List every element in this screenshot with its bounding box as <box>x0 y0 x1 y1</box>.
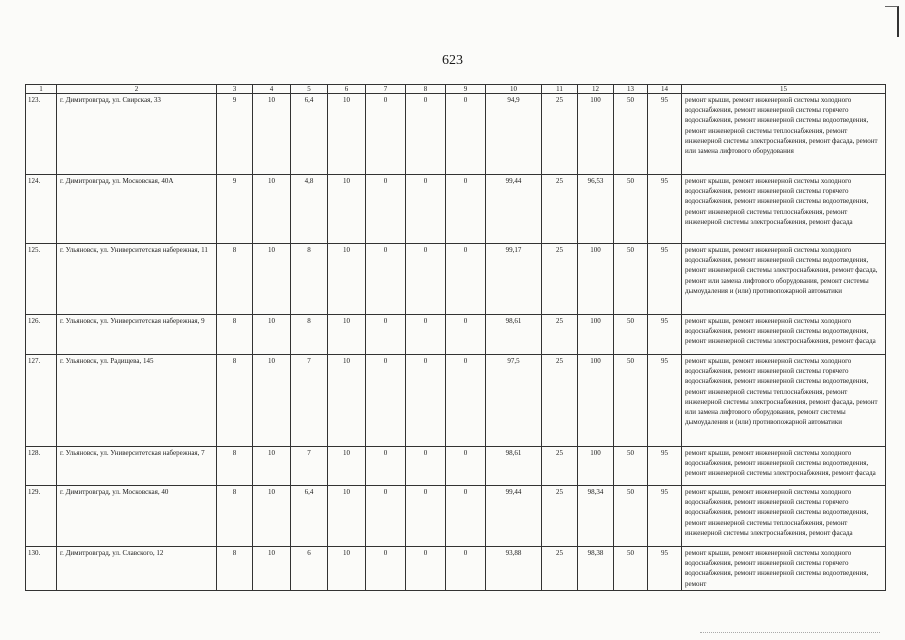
value-cell: 0 <box>446 486 486 547</box>
value-cell: 0 <box>406 94 446 175</box>
value-cell: 100 <box>578 244 614 315</box>
value-cell: 100 <box>578 315 614 355</box>
value-cell: 0 <box>366 547 406 591</box>
col-header-4: 4 <box>253 85 291 94</box>
value-cell: 0 <box>406 355 446 447</box>
value-cell: 10 <box>253 94 291 175</box>
value-cell: 10 <box>328 486 366 547</box>
value-cell: 8 <box>217 447 253 486</box>
value-cell: 0 <box>446 355 486 447</box>
value-cell: 8 <box>291 315 328 355</box>
value-cell: 0 <box>366 315 406 355</box>
table-row <box>26 486 886 547</box>
value-cell: 0 <box>446 175 486 244</box>
value-cell: 0 <box>406 486 446 547</box>
value-cell: 10 <box>328 315 366 355</box>
value-cell: 25 <box>542 355 578 447</box>
address-cell: г. Димитровград, ул. Славского, 12 <box>57 547 217 591</box>
page-number: 623 <box>442 53 463 68</box>
value-cell: 10 <box>328 355 366 447</box>
col-header-14: 14 <box>648 85 682 94</box>
value-cell: 8 <box>217 355 253 447</box>
value-cell: 10 <box>328 244 366 315</box>
address-cell: г. Ульяновск, ул. Университетская набережная, 7 <box>57 447 217 486</box>
value-cell: 10 <box>253 447 291 486</box>
value-cell: 99,44 <box>486 486 542 547</box>
value-cell: 8 <box>217 486 253 547</box>
col-header-9: 9 <box>446 85 486 94</box>
row-number: 130. <box>26 547 57 591</box>
address-cell: г. Ульяновск, ул. Радищева, 145 <box>57 355 217 447</box>
table-row <box>26 547 886 591</box>
value-cell: 50 <box>614 315 648 355</box>
value-cell: 94,9 <box>486 94 542 175</box>
col-header-8: 8 <box>406 85 446 94</box>
value-cell: 95 <box>648 547 682 591</box>
value-cell: 0 <box>366 355 406 447</box>
repair-priority-table <box>25 84 886 591</box>
value-cell: 50 <box>614 355 648 447</box>
col-header-7: 7 <box>366 85 406 94</box>
value-cell: 98,34 <box>578 486 614 547</box>
value-cell: 25 <box>542 175 578 244</box>
value-cell: 25 <box>542 315 578 355</box>
value-cell: 50 <box>614 447 648 486</box>
value-cell: 96,53 <box>578 175 614 244</box>
value-cell: 95 <box>648 175 682 244</box>
works-cell: ремонт крыши, ремонт инженерной системы холодного водоснабжения, ремонт инженерной системы водоотведения, ремонт инженерной системы электроснабжения, ремонт фасада, ремонт или замена лифтового оборудования, ремонт системы дымоудаления и (или) противопожарной автоматики <box>682 244 886 315</box>
value-cell: 8 <box>217 315 253 355</box>
address-cell: г. Димитровград, ул. Свирская, 33 <box>57 94 217 175</box>
value-cell: 0 <box>406 175 446 244</box>
value-cell: 50 <box>614 244 648 315</box>
value-cell: 6 <box>291 547 328 591</box>
col-header-6: 6 <box>328 85 366 94</box>
value-cell: 0 <box>446 447 486 486</box>
value-cell: 98,61 <box>486 315 542 355</box>
value-cell: 8 <box>217 244 253 315</box>
table-row <box>26 94 886 175</box>
value-cell: 10 <box>253 315 291 355</box>
value-cell: 6,4 <box>291 486 328 547</box>
works-cell: ремонт крыши, ремонт инженерной системы холодного водоснабжения, ремонт инженерной системы водоотведения, ремонт инженерной системы электроснабжения, ремонт фасада <box>682 447 886 486</box>
col-header-13: 13 <box>614 85 648 94</box>
col-header-10: 10 <box>486 85 542 94</box>
value-cell: 95 <box>648 355 682 447</box>
address-cell: г. Ульяновск, ул. Университетская набережная, 9 <box>57 315 217 355</box>
col-header-1: 1 <box>26 85 57 94</box>
value-cell: 0 <box>406 244 446 315</box>
value-cell: 8 <box>217 547 253 591</box>
row-number: 123. <box>26 94 57 175</box>
value-cell: 50 <box>614 175 648 244</box>
value-cell: 0 <box>406 547 446 591</box>
row-number: 127. <box>26 355 57 447</box>
value-cell: 25 <box>542 244 578 315</box>
value-cell: 99,17 <box>486 244 542 315</box>
value-cell: 25 <box>542 547 578 591</box>
works-cell: ремонт крыши, ремонт инженерной системы холодного водоснабжения, ремонт инженерной системы горячего водоснабжения, ремонт инженерной системы водоотведения, ремонт инженерной системы теплоснабжения, ремонт инженерной системы электроснабжения, ремонт фасада <box>682 486 886 547</box>
value-cell: 0 <box>366 175 406 244</box>
value-cell: 6,4 <box>291 94 328 175</box>
value-cell: 0 <box>406 315 446 355</box>
col-header-12: 12 <box>578 85 614 94</box>
scan-artifact-line <box>700 622 880 633</box>
value-cell: 0 <box>366 94 406 175</box>
table-row <box>26 315 886 355</box>
value-cell: 10 <box>328 94 366 175</box>
works-cell: ремонт крыши, ремонт инженерной системы холодного водоснабжения, ремонт инженерной системы водоотведения, ремонт инженерной системы электроснабжения, ремонт фасада <box>682 315 886 355</box>
scan-corner-mark <box>885 6 899 37</box>
value-cell: 25 <box>542 486 578 547</box>
address-cell: г. Ульяновск, ул. Университетская набережная, 11 <box>57 244 217 315</box>
value-cell: 95 <box>648 315 682 355</box>
value-cell: 98,61 <box>486 447 542 486</box>
value-cell: 0 <box>446 94 486 175</box>
value-cell: 100 <box>578 355 614 447</box>
value-cell: 10 <box>253 355 291 447</box>
value-cell: 9 <box>217 175 253 244</box>
value-cell: 0 <box>446 315 486 355</box>
value-cell: 95 <box>648 447 682 486</box>
value-cell: 0 <box>366 486 406 547</box>
value-cell: 95 <box>648 94 682 175</box>
value-cell: 10 <box>328 447 366 486</box>
row-number: 124. <box>26 175 57 244</box>
address-cell: г. Димитровград, ул. Московская, 40 <box>57 486 217 547</box>
works-cell: ремонт крыши, ремонт инженерной системы холодного водоснабжения, ремонт инженерной системы горячего водоснабжения, ремонт инженерной системы водоотведения, ремонт инженерной системы теплоснабжения, ремонт инженерной системы электроснабжения, ремонт фасада <box>682 175 886 244</box>
col-header-2: 2 <box>57 85 217 94</box>
address-cell: г. Димитровград, ул. Московская, 40А <box>57 175 217 244</box>
value-cell: 100 <box>578 447 614 486</box>
table-row <box>26 175 886 244</box>
value-cell: 7 <box>291 355 328 447</box>
value-cell: 50 <box>614 547 648 591</box>
value-cell: 10 <box>328 547 366 591</box>
col-header-3: 3 <box>217 85 253 94</box>
value-cell: 0 <box>406 447 446 486</box>
col-header-11: 11 <box>542 85 578 94</box>
table-row <box>26 355 886 447</box>
value-cell: 25 <box>542 94 578 175</box>
value-cell: 10 <box>253 486 291 547</box>
works-cell: ремонт крыши, ремонт инженерной системы холодного водоснабжения, ремонт инженерной системы горячего водоснабжения, ремонт инженерной системы водоотведения, ремонт инженерной системы теплоснабжения, ремонт инженерной системы электроснабжения, ремонт фасада, ремонт или замена лифтового оборудования <box>682 94 886 175</box>
col-header-15: 15 <box>682 85 886 94</box>
table-row <box>26 244 886 315</box>
value-cell: 0 <box>366 447 406 486</box>
value-cell: 100 <box>578 94 614 175</box>
value-cell: 25 <box>542 447 578 486</box>
value-cell: 95 <box>648 244 682 315</box>
works-cell: ремонт крыши, ремонт инженерной системы холодного водоснабжения, ремонт инженерной системы горячего водоснабжения, ремонт инженерной системы водоотведения, ремонт инженерной системы теплоснабжения, ремонт инженерной системы электроснабжения, ремонт фасада, ремонт или замена лифтового оборудования, ремонт системы дымоудаления и (или) противопожарной автоматики <box>682 355 886 447</box>
value-cell: 93,88 <box>486 547 542 591</box>
value-cell: 10 <box>328 175 366 244</box>
works-cell: ремонт крыши, ремонт инженерной системы холодного водоснабжения, ремонт инженерной системы горячего водоснабжения, ремонт инженерной системы водоотведения, ремонт <box>682 547 886 591</box>
value-cell: 0 <box>446 547 486 591</box>
value-cell: 0 <box>446 244 486 315</box>
row-number: 129. <box>26 486 57 547</box>
row-number: 125. <box>26 244 57 315</box>
value-cell: 10 <box>253 244 291 315</box>
header-row <box>26 85 886 94</box>
value-cell: 7 <box>291 447 328 486</box>
value-cell: 98,38 <box>578 547 614 591</box>
value-cell: 10 <box>253 175 291 244</box>
value-cell: 10 <box>253 547 291 591</box>
value-cell: 0 <box>366 244 406 315</box>
value-cell: 9 <box>217 94 253 175</box>
col-header-5: 5 <box>291 85 328 94</box>
value-cell: 8 <box>291 244 328 315</box>
row-number: 126. <box>26 315 57 355</box>
value-cell: 50 <box>614 94 648 175</box>
value-cell: 99,44 <box>486 175 542 244</box>
row-number: 128. <box>26 447 57 486</box>
value-cell: 95 <box>648 486 682 547</box>
value-cell: 97,5 <box>486 355 542 447</box>
value-cell: 50 <box>614 486 648 547</box>
value-cell: 4,8 <box>291 175 328 244</box>
table-row <box>26 447 886 486</box>
